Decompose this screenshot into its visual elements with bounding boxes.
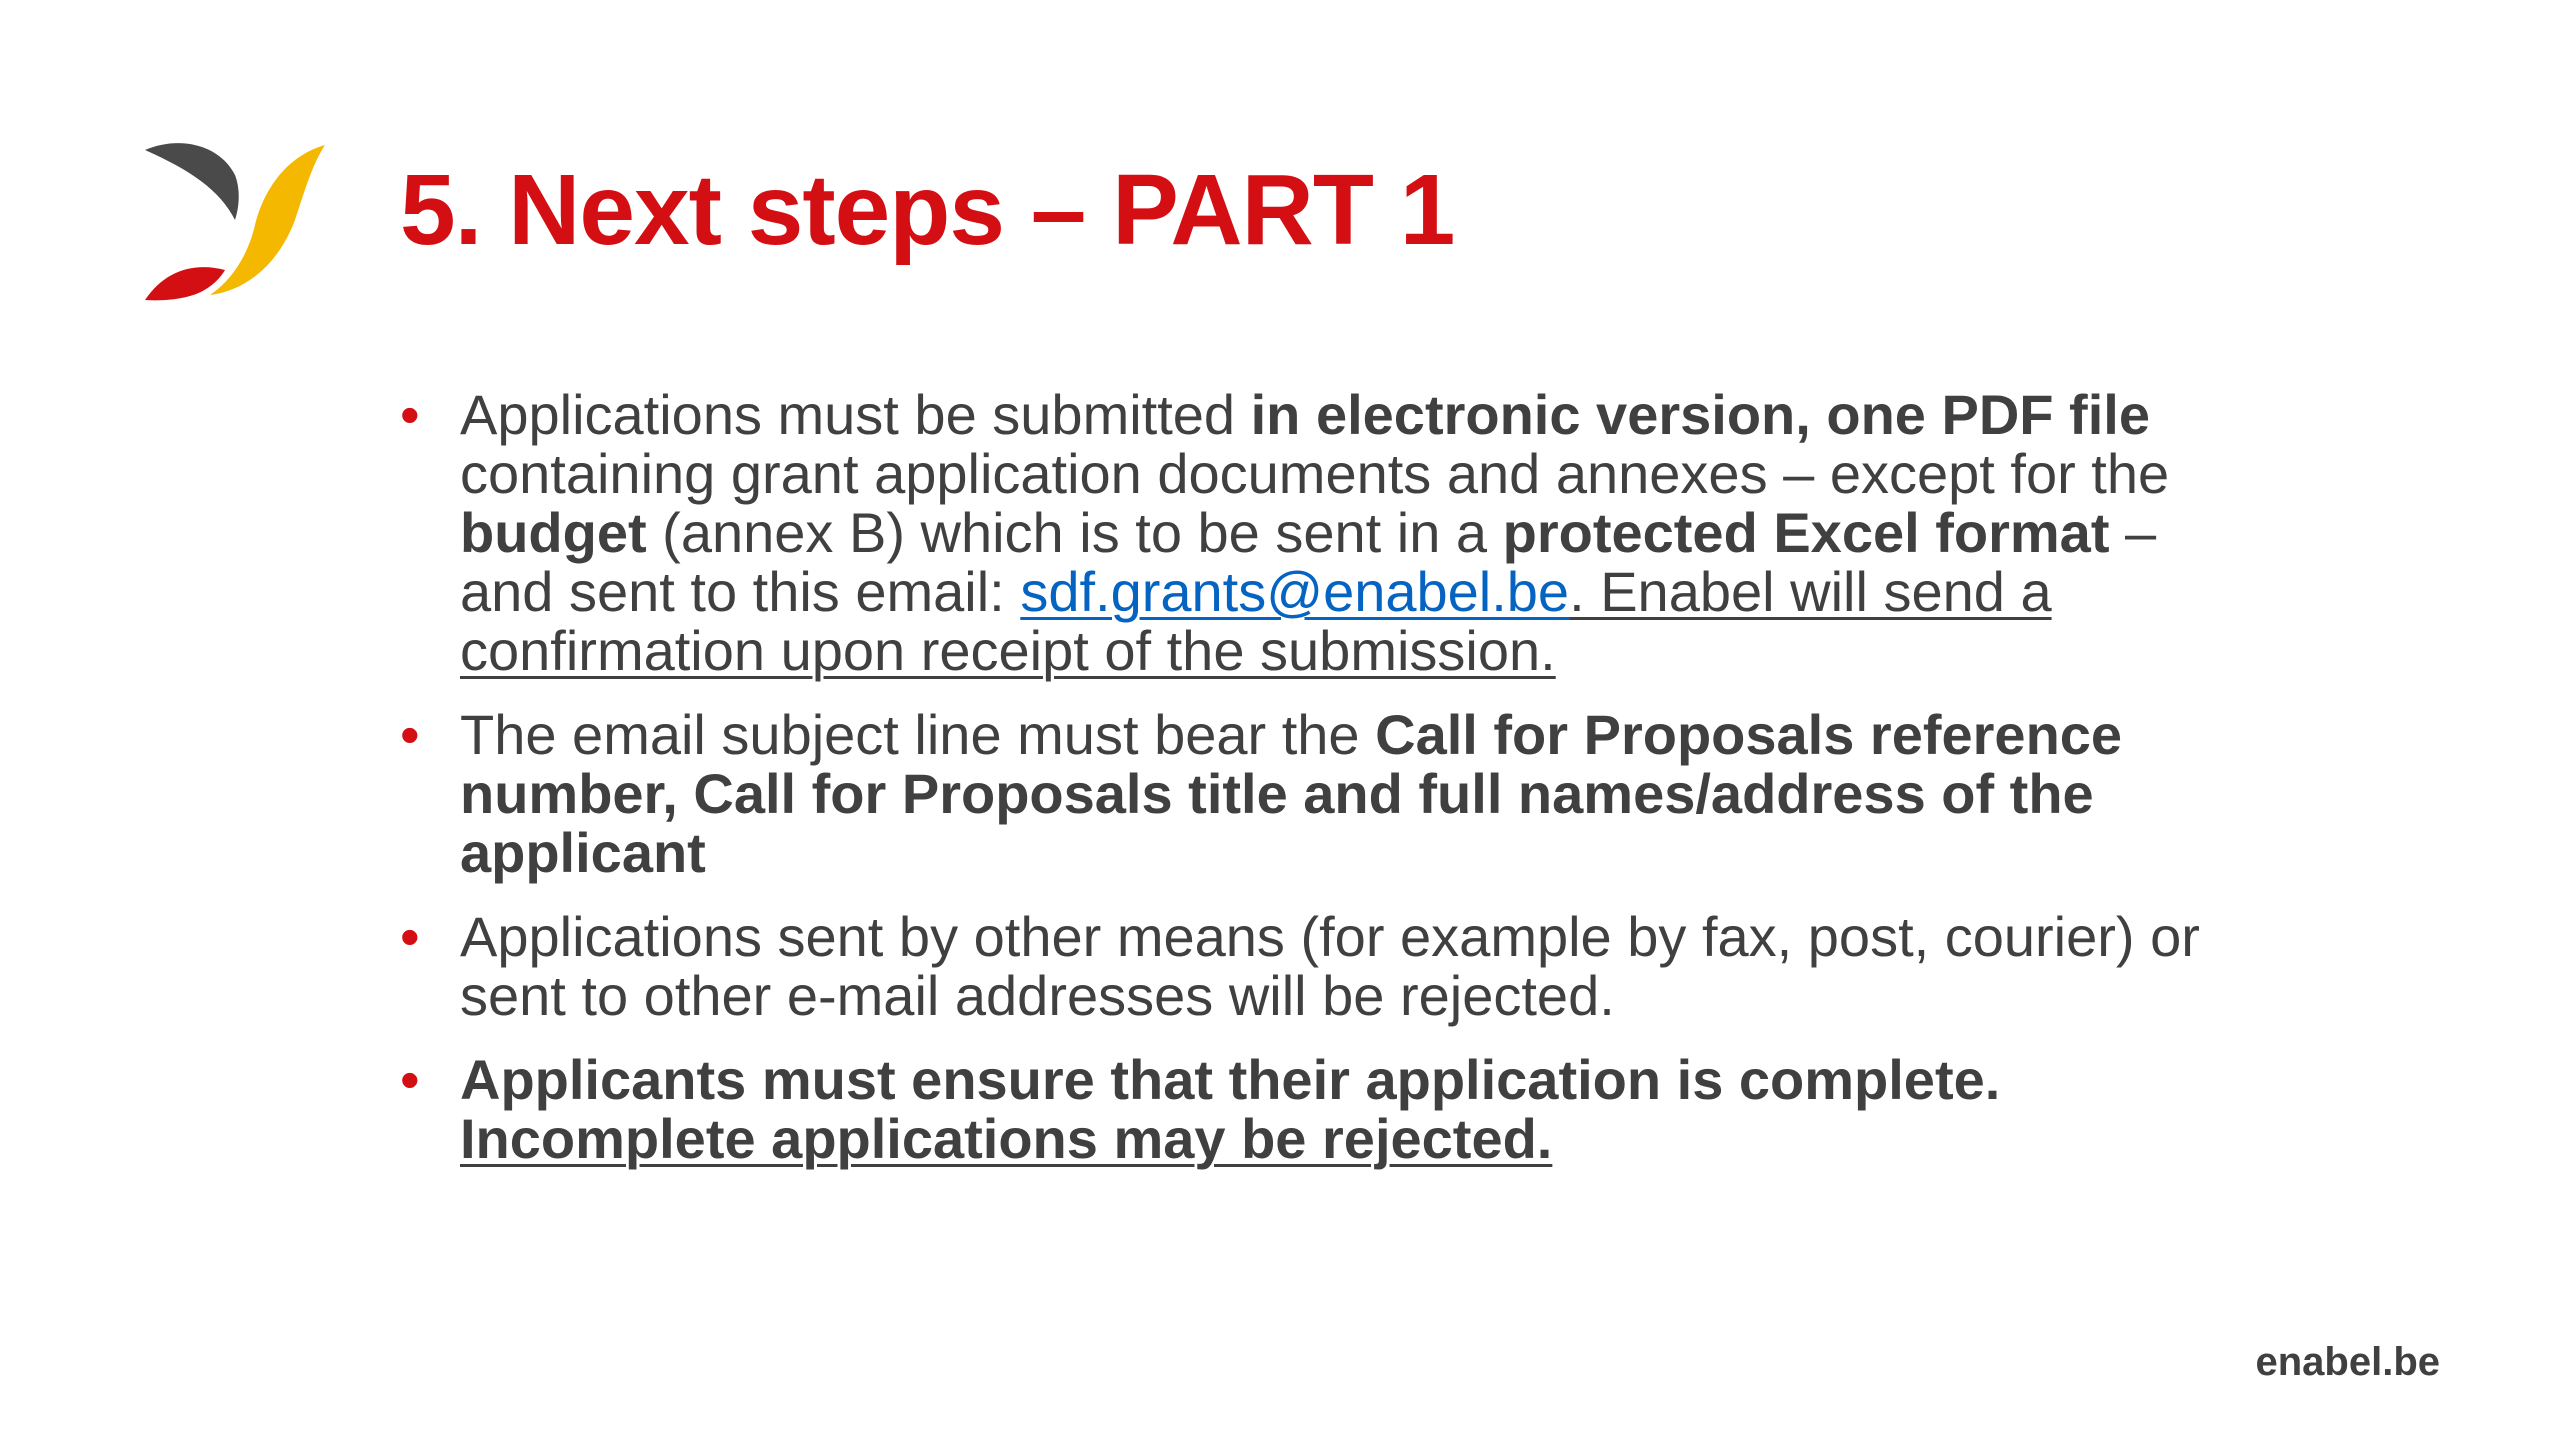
bullet-dot-icon: • (400, 703, 420, 766)
text-segment: containing grant application documents and annexes – except for the (460, 442, 2170, 505)
bullet-dot-icon: • (400, 383, 420, 446)
text-segment-underlined: . Enabel will send a confirmation upon receipt of the submission. (460, 560, 2052, 682)
list-item (400, 1050, 2250, 1168)
text-segment-bold: budget (460, 501, 647, 564)
footer-site: enabel.be (2255, 1340, 2440, 1384)
text-segment: Applications sent by other means (for example by fax, post, courier) or sent to other e-mail addresses will be rejected. (460, 905, 2200, 1027)
text-segment-bold: in electronic version, one PDF file (1250, 383, 2150, 446)
text-segment-bold: Applicants must ensure that their application is complete. (460, 1048, 2001, 1111)
bullet-content (400, 385, 2250, 1193)
enabel-bird-icon (140, 130, 330, 310)
list-item (400, 907, 2250, 1025)
text-segment-bold: protected Excel format (1502, 501, 2110, 564)
page-title: 5. Next steps – PART 1 (400, 154, 1455, 266)
text-segment-bold-underlined: Incomplete applications may be rejected. (460, 1107, 1553, 1170)
bullet-dot-icon: • (400, 905, 420, 968)
text-segment: Applications must be submitted (460, 383, 1251, 446)
bullet-list (400, 385, 2250, 1168)
text-segment: – and sent to this email: (460, 501, 2157, 623)
text-segment: (annex B) which is to be sent in a (646, 501, 1503, 564)
list-item (400, 705, 2250, 882)
text-segment: The email subject line must bear the (460, 703, 1376, 766)
bullet-dot-icon: • (400, 1048, 420, 1111)
list-item (400, 385, 2250, 680)
email-link[interactable]: sdf.grants@enabel.be (1020, 560, 1570, 623)
text-segment-bold: Call for Proposals reference number, Call for Proposals title and full names/address of the applicant (460, 703, 2123, 884)
